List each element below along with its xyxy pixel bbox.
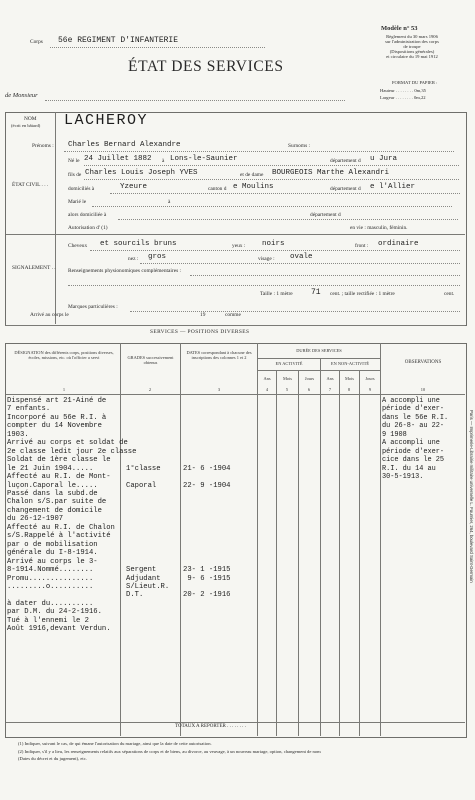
marie-label: Marié le bbox=[68, 199, 87, 205]
domicilies-value: Yzeure bbox=[120, 183, 148, 191]
visage-value: ovale bbox=[290, 253, 313, 261]
dotline bbox=[68, 285, 460, 286]
footnote: (2) Indiquer, s'il y a lieu, les renseignements relatifs aux séparations de corps et de biens, au divorce, au veuvage, à un nouveau mariage, option, changement de nom bbox=[18, 749, 321, 754]
sub-ans: Ans bbox=[326, 376, 334, 381]
nom-label: NOM bbox=[24, 116, 37, 122]
col-num: 1 bbox=[62, 387, 66, 392]
civil-box-divider bbox=[55, 112, 56, 324]
grades-column-text: 1°classe Caporal Sergent Adjudant S/Lieut.R. D.T. bbox=[126, 464, 170, 600]
arrive-label: Arrivé au corps le bbox=[30, 312, 69, 318]
renseignements-label: Renseignements physionomiques complémentaires : bbox=[68, 268, 182, 274]
nom-sub: (écrit en bâtard) bbox=[11, 123, 41, 128]
corps-dotline bbox=[50, 47, 265, 48]
ne-le-label: Né le bbox=[68, 158, 80, 164]
reglement-line: sur l'administration des corps bbox=[385, 39, 439, 44]
col-num: 5 bbox=[285, 387, 289, 392]
taille-cent2: cent. bbox=[444, 291, 455, 297]
format-height: Hauteur . . . . . . . . 0m,35 bbox=[380, 88, 426, 93]
cheveux-label: Cheveux bbox=[68, 243, 88, 249]
corps-value: 56e REGIMENT D'INFANTERIE bbox=[58, 36, 179, 45]
dotline bbox=[84, 165, 459, 166]
autorisation-label: Autorisation d' (1) bbox=[68, 225, 108, 231]
col-activite-header: EN ACTIVITÉ bbox=[275, 361, 303, 366]
dept2-label: département d bbox=[330, 186, 361, 192]
rule bbox=[258, 358, 380, 359]
reglement-line: Règlement du 30 mars 1906 bbox=[386, 34, 438, 39]
dotline bbox=[190, 275, 460, 276]
col-dates-header: DATES correspondant à chacune des inscriptions des colonnes 1 et 2 bbox=[186, 350, 252, 361]
canton-value: e Moulins bbox=[233, 183, 274, 191]
col-num: 3 bbox=[217, 387, 221, 392]
dotline bbox=[90, 250, 460, 251]
arrive-year: 19 bbox=[200, 312, 206, 318]
fils-value: Charles Louis Joseph YVES bbox=[85, 169, 198, 177]
de-monsieur: de Monsieur bbox=[5, 92, 38, 99]
dotline bbox=[110, 193, 460, 194]
column-divider bbox=[359, 370, 360, 736]
nez-value: gros bbox=[148, 253, 167, 261]
dept2-value: e l'Allier bbox=[370, 183, 416, 191]
column-divider bbox=[320, 358, 321, 736]
fils-label: fils de bbox=[68, 172, 82, 178]
corps-label: Corps bbox=[30, 39, 43, 45]
taille-value: 71 bbox=[311, 288, 321, 297]
reglement-line: et circulaire du 19 mai 1912 bbox=[386, 54, 438, 59]
front-label: front : bbox=[355, 243, 369, 249]
ne-a-value: Lons-le-Saunier bbox=[170, 155, 238, 163]
signalement-label: SIGNALEMENT . . bbox=[12, 265, 56, 271]
col-num: 7 bbox=[328, 387, 332, 392]
sub-jours: Jours bbox=[304, 376, 315, 381]
domicilies-label: domiciliés à bbox=[68, 186, 95, 192]
visage-label: visage : bbox=[258, 256, 275, 262]
cheveux-value: et sourcils bruns bbox=[100, 240, 177, 248]
dotline bbox=[130, 311, 460, 312]
col-num: 2 bbox=[148, 387, 152, 392]
enfants-label: en vie : masculin, féminin. bbox=[350, 225, 408, 231]
ne-a-label: à bbox=[162, 158, 165, 164]
nom-value: LACHEROY bbox=[64, 112, 149, 129]
column-divider bbox=[180, 343, 181, 736]
surnoms-label: Surnoms : bbox=[288, 143, 311, 149]
col-grades-header: GRADES successivement obtenus bbox=[127, 355, 174, 366]
page-title: ÉTAT DES SERVICES bbox=[128, 58, 284, 75]
sub-mois: Mois bbox=[344, 376, 355, 381]
dotline bbox=[84, 179, 459, 180]
nez-label: nez : bbox=[128, 256, 139, 262]
column-divider bbox=[339, 370, 340, 736]
yeux-value: noirs bbox=[262, 240, 285, 248]
col-non-activite-header: EN NON-ACTIVITÉ bbox=[330, 361, 370, 366]
rule bbox=[5, 325, 465, 326]
yeux-label: yeux : bbox=[232, 243, 246, 249]
col-num: 6 bbox=[307, 387, 311, 392]
dame-value: BOURGEOIS Marthe Alexandri bbox=[272, 169, 390, 177]
monsieur-dotline bbox=[45, 100, 345, 101]
column-divider bbox=[276, 370, 277, 736]
col-observations-header: OBSERVATIONS bbox=[404, 360, 442, 365]
arrive-comme: comme bbox=[225, 312, 241, 318]
departement-label: département d bbox=[330, 158, 361, 164]
sub-mois: Mois bbox=[282, 376, 293, 381]
canton-label: canton d bbox=[208, 186, 227, 192]
departement-value: u Jura bbox=[370, 155, 398, 163]
dotline bbox=[118, 219, 458, 220]
format-label: FORMAT DU PAPIER : bbox=[392, 80, 438, 85]
taille-label: Taille : 1 mètre bbox=[260, 291, 293, 297]
column-divider bbox=[380, 343, 381, 736]
totaux-label: TOTAUX A REPORTER . . . . . . . . bbox=[175, 724, 246, 729]
reglement-line: de troupe bbox=[403, 44, 421, 49]
sub-ans: Ans bbox=[263, 376, 271, 381]
ne-le-value: 24 Juillet 1882 bbox=[84, 155, 152, 163]
reglement-block bbox=[362, 34, 462, 59]
side-imprint-text: Paris — Imprimerie-Librairie militaire universelle L. Fournier, 264, boulevard Saint-Germain bbox=[469, 410, 474, 583]
col-designation-header: DÉSIGNATION des différents corps, positions diverses, écoles, missions, etc. où l'officier a servi bbox=[14, 350, 114, 361]
rule bbox=[258, 370, 380, 371]
col-num: 9 bbox=[368, 387, 372, 392]
column-divider bbox=[298, 370, 299, 736]
dame-label: et de dame bbox=[240, 172, 264, 178]
modele-number: Modèle n° 53 bbox=[381, 25, 418, 32]
marques-label: Marques particulières : bbox=[68, 304, 118, 310]
side-imprint bbox=[468, 410, 474, 740]
col-num: 8 bbox=[347, 387, 351, 392]
observations-column-text: A accompli une période d'exer- dans le 56e R.I. du 26-8- au 22- 9 1908 A accompli une période d'exer- cice dans le 25 R.I. du 14 au 30-5-1913. bbox=[382, 397, 449, 482]
column-divider bbox=[257, 343, 258, 736]
col-num: 10 bbox=[420, 387, 426, 392]
footnote: (1) Indiquer, suivant le cas, de qui émane l'autorisation du mariage, ainsi que la date de cette autorisation. bbox=[18, 741, 212, 746]
dotline bbox=[64, 151, 454, 152]
prenoms-value: Charles Bernard Alexandre bbox=[68, 141, 181, 149]
dotline bbox=[92, 206, 452, 207]
col-duree-header: DURÉE DES SERVICES bbox=[296, 348, 342, 353]
sub-jours: Jours bbox=[365, 376, 375, 381]
alors-dept-label: département d bbox=[310, 212, 341, 218]
format-width: Largeur . . . . . . . . 0m,22 bbox=[380, 95, 426, 100]
front-value: ordinaire bbox=[378, 240, 419, 248]
signalement-divider bbox=[6, 234, 465, 235]
rule bbox=[6, 394, 465, 395]
reglement-line: (Dispositions générales) bbox=[389, 49, 435, 54]
services-title: SERVICES — POSITIONS DIVERSES bbox=[150, 329, 250, 335]
prenoms-label: Prénoms : bbox=[32, 143, 54, 149]
col-num: 4 bbox=[265, 387, 269, 392]
marie-a-label: à bbox=[168, 199, 171, 205]
footnote: (Dates du décret et du jugement), etc. bbox=[18, 756, 87, 761]
etat-civil-label: ÉTAT CIVIL . . . bbox=[12, 182, 49, 188]
dotline bbox=[140, 263, 460, 264]
dates-column-text: 21- 6 -1904 22- 9 -1904 23- 1 -1915 9- 6 -1915 20- 2 -1916 bbox=[183, 464, 231, 600]
alors-label: alors domiciliée à bbox=[68, 212, 107, 218]
rule bbox=[6, 722, 465, 723]
designation-column-text: Dispensé art 21-Ainé de 7 enfants. Incorporé au 56e R.I. à compter du 14 Novembre 1903. Arrivé au corps et soldat de 2e classe ledit jour 2e classe Soldat de 1ère classe le le 21 Juin 1904..... Affecté au R.I. de Mont- luçon.Caporal le..... Passé dans la subd.de Chalon s/S.par suite de changement de domicile du 26-12-1907 Affecté au R.I. de Chalon s/S.Rappelé à l'activité par o de mobilisation générale du I-8-1914. Arrivé au corps le 3- 8-1914.Nommé........ Promu............... .........o.......... à dater du.......... par D.M. du 24-2-1916. Tué à l'ennemi le 2 Août 1916,devant Verdun. bbox=[7, 397, 137, 634]
taille-cent: cent. ; taille rectifiée : 1 mètre bbox=[330, 291, 395, 297]
